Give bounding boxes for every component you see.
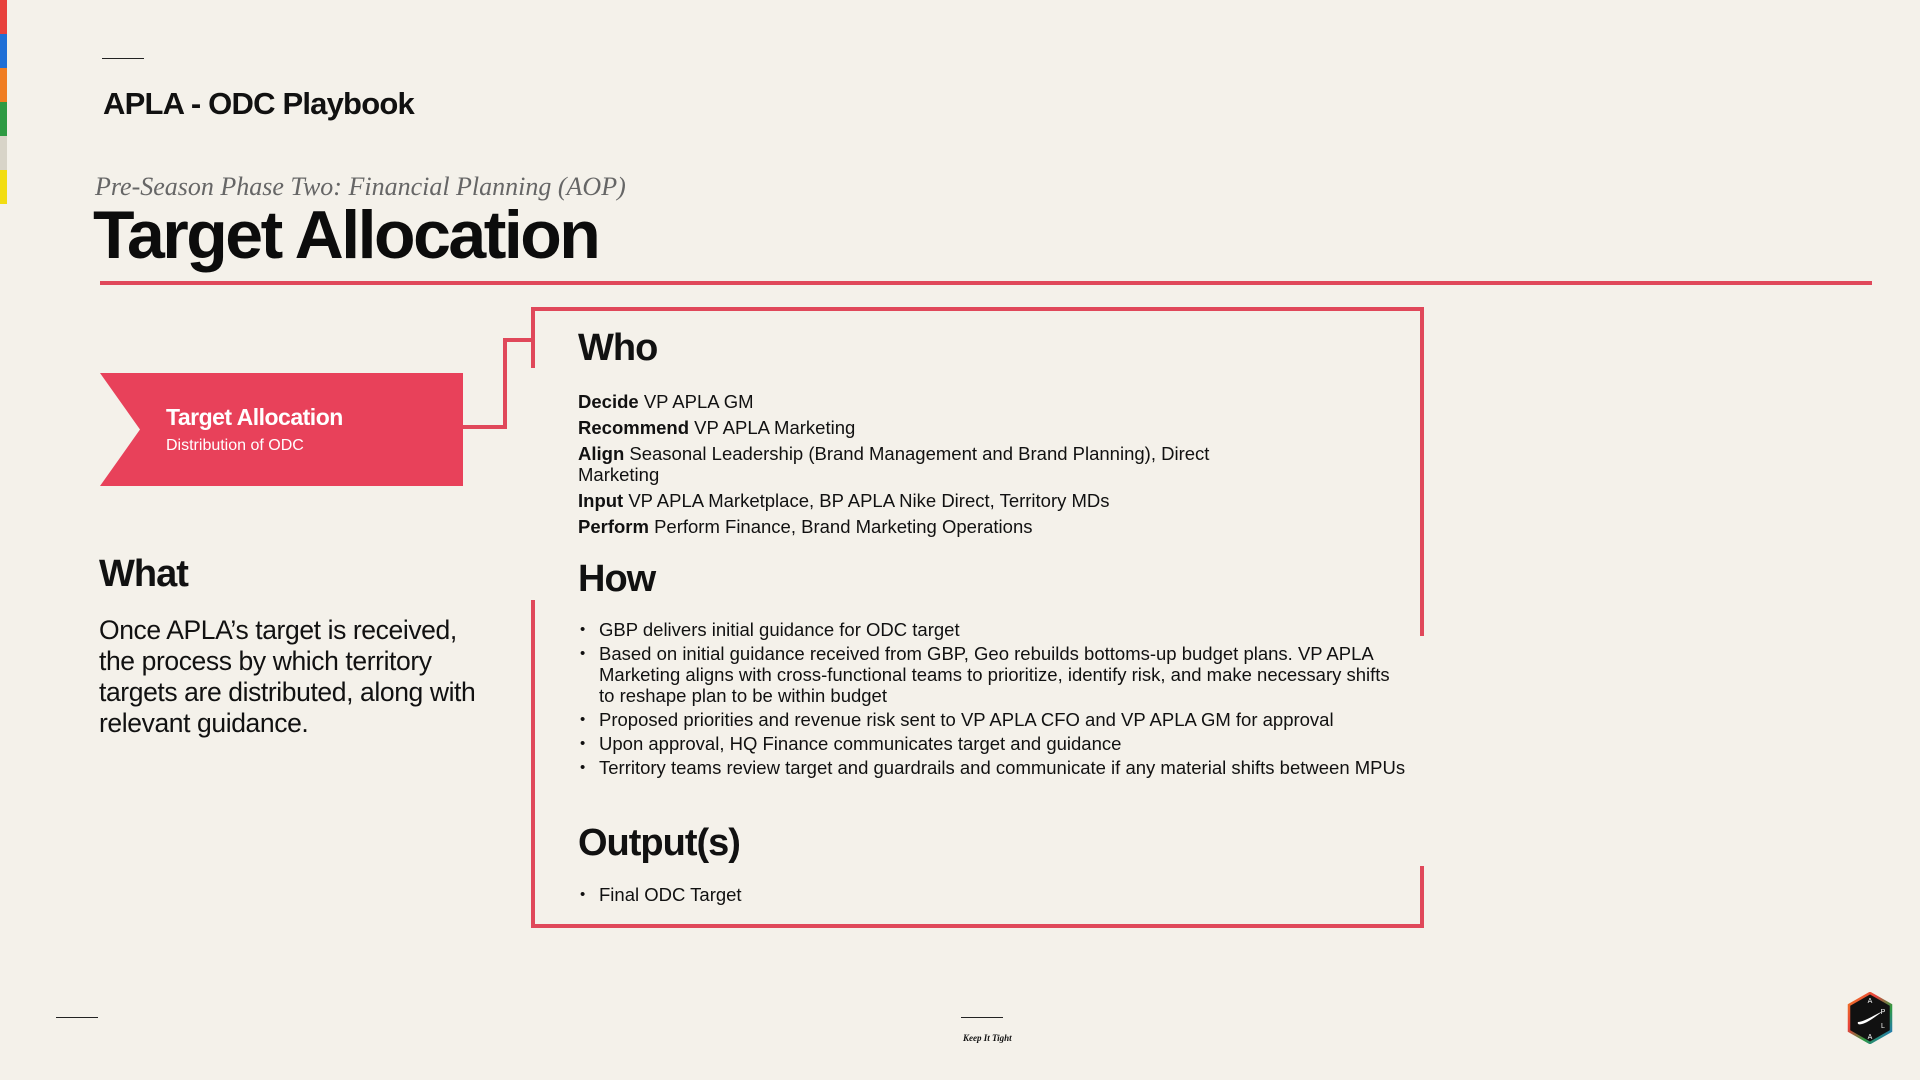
who-heading: Who [578, 327, 658, 369]
list-item: • Upon approval, HQ Finance communicates target and guidance [578, 733, 1408, 754]
who-list [578, 391, 1238, 542]
logo-letter: L [1881, 1023, 1885, 1030]
list-item: • Proposed priorities and revenue risk sent to VP APLA CFO and VP APLA GM for approval [578, 709, 1408, 730]
who-role: Perform [578, 516, 649, 537]
chevron-badge [100, 373, 463, 486]
what-body: Once APLA’s target is received, the process by which territory targets are distributed, along with relevant guidance. [99, 615, 476, 738]
playbook-title: APLA - ODC Playbook [103, 86, 414, 121]
strip-red [0, 0, 7, 34]
strip-green [0, 102, 7, 136]
output-heading: Output(s) [578, 822, 740, 864]
footer-rule-center [961, 1017, 1003, 1018]
who-value: VP APLA Marketplace, BP APLA Nike Direct, Territory MDs [628, 490, 1110, 511]
strip-yellow [0, 170, 7, 204]
who-role: Recommend [578, 417, 690, 438]
who-value: VP APLA Marketing [694, 417, 856, 438]
who-role: Decide [578, 391, 639, 412]
badge-subtitle: Distribution of ODC [166, 437, 304, 454]
who-row-input [578, 490, 1238, 511]
connector-line [460, 334, 540, 434]
who-value: Perform Finance, Brand Marketing Operations [654, 516, 1033, 537]
who-row-align [578, 443, 1238, 485]
footer-text: Keep It Tight [963, 1033, 1012, 1043]
logo-letter: A [1867, 998, 1873, 1005]
footer-rule-left [56, 1017, 98, 1018]
header-rule [102, 58, 144, 59]
title-rule [100, 281, 1872, 285]
how-heading: How [578, 558, 656, 600]
list-item: • GBP delivers initial guidance for ODC target [578, 619, 1408, 640]
apla-logo-icon [1847, 992, 1893, 1044]
who-row-decide [578, 391, 1238, 412]
logo-letter: P [1880, 1009, 1886, 1016]
badge-title: Target Allocation [166, 404, 343, 430]
who-value: VP APLA GM [643, 391, 754, 412]
color-strip [0, 0, 7, 204]
strip-blue [0, 34, 7, 68]
list-item: • Territory teams review target and guardrails and communicate if any material shifts between MPUs [578, 757, 1408, 778]
output-list [578, 884, 978, 908]
page-title: Target Allocation [93, 197, 599, 273]
who-role: Align [578, 443, 625, 464]
how-list [578, 619, 1408, 781]
who-role: Input [578, 490, 624, 511]
logo-letter: A [1867, 1034, 1873, 1041]
who-value: Seasonal Leadership (Brand Management and Brand Planning), Direct Marketing [578, 443, 1210, 485]
who-row-recommend [578, 417, 1238, 438]
list-item: • Final ODC Target [578, 884, 978, 905]
strip-grey [0, 136, 7, 170]
who-row-perform [578, 516, 1238, 537]
phase-subtitle: Pre-Season Phase Two: Financial Planning (AOP) [95, 172, 626, 201]
strip-orange [0, 68, 7, 102]
what-heading: What [99, 553, 188, 595]
list-item: • Based on initial guidance received from GBP, Geo rebuilds bottoms-up budget plans. VP APLA Marketing aligns with cross-functional teams to prioritize, identify risk, and make necessary shifts to reshape plan to be within budget [578, 643, 1408, 706]
